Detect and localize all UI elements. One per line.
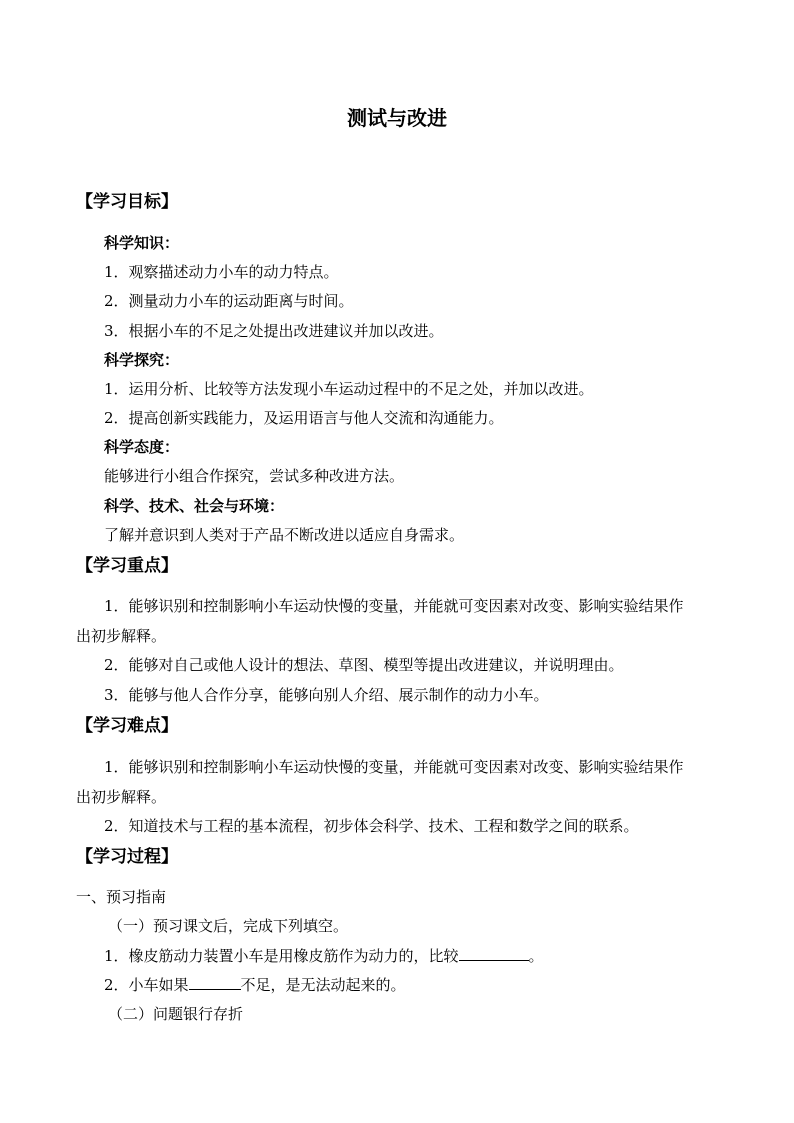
section-heading-key-points: 【学习重点】 bbox=[76, 556, 178, 576]
inquiry-item-1: 1．运用分析、比较等方法发现小车运动过程中的不足之处，并加以改进。 bbox=[104, 380, 594, 398]
section-heading-process: 【学习过程】 bbox=[76, 847, 178, 867]
fill-question-1-end: 。 bbox=[528, 947, 544, 965]
attitude-text: 能够进行小组合作探究，尝试多种改进方法。 bbox=[104, 467, 405, 485]
fill-question-2 bbox=[104, 974, 406, 996]
fill-question-1 bbox=[104, 945, 544, 967]
difficulty-1-line-2: 出初步解释。 bbox=[76, 788, 167, 806]
process-sub-2: （二）问题银行存折 bbox=[108, 1005, 244, 1023]
fill-question-2-end: 不足，是无法动起来的。 bbox=[240, 976, 406, 994]
key-point-1-line-2: 出初步解释。 bbox=[76, 627, 167, 645]
fill-blank-2[interactable] bbox=[189, 974, 241, 990]
subheading-knowledge: 科学知识： bbox=[104, 234, 180, 252]
subheading-attitude: 科学态度： bbox=[104, 438, 180, 456]
key-point-1-line-1: 1．能够识别和控制影响小车运动快慢的变量，并能就可变因素对改变、影响实验结果作 bbox=[104, 597, 684, 615]
section-heading-difficulties: 【学习难点】 bbox=[76, 716, 178, 736]
page-title: 测试与改进 bbox=[347, 106, 447, 130]
fill-question-2-text: 2．小车如果 bbox=[104, 976, 189, 994]
section-heading-objectives: 【学习目标】 bbox=[76, 192, 178, 212]
process-sub-1: （一）预习课文后，完成下列填空。 bbox=[108, 917, 349, 935]
fill-question-1-text: 1．橡皮筋动力装置小车是用橡皮筋作为动力的，比较 bbox=[104, 947, 459, 965]
knowledge-item-3: 3．根据小车的不足之处提出改进建议并加以改进。 bbox=[104, 322, 444, 340]
knowledge-item-2: 2．测量动力小车的运动距离与时间。 bbox=[104, 292, 354, 310]
difficulty-2: 2．知道技术与工程的基本流程，初步体会科学、技术、工程和数学之间的联系。 bbox=[104, 817, 639, 835]
key-point-3: 3．能够与他人合作分享，能够向别人介绍、展示制作的动力小车。 bbox=[104, 686, 549, 704]
inquiry-item-2: 2．提高创新实践能力，及运用语言与他人交流和沟通能力。 bbox=[104, 409, 504, 427]
fill-blank-1[interactable] bbox=[459, 945, 529, 961]
key-point-2: 2．能够对自己或他人设计的想法、草图、模型等提出改进建议，并说明理由。 bbox=[104, 656, 624, 674]
process-part-1: 一、预习指南 bbox=[76, 888, 167, 906]
subheading-sts: 科学、技术、社会与环境： bbox=[104, 497, 285, 515]
sts-text: 了解并意识到人类对于产品不断改进以适应自身需求。 bbox=[104, 526, 465, 544]
difficulty-1-line-1: 1．能够识别和控制影响小车运动快慢的变量，并能就可变因素对改变、影响实验结果作 bbox=[104, 758, 684, 776]
subheading-inquiry: 科学探究： bbox=[104, 351, 180, 369]
knowledge-item-1: 1．观察描述动力小车的动力特点。 bbox=[104, 263, 339, 281]
